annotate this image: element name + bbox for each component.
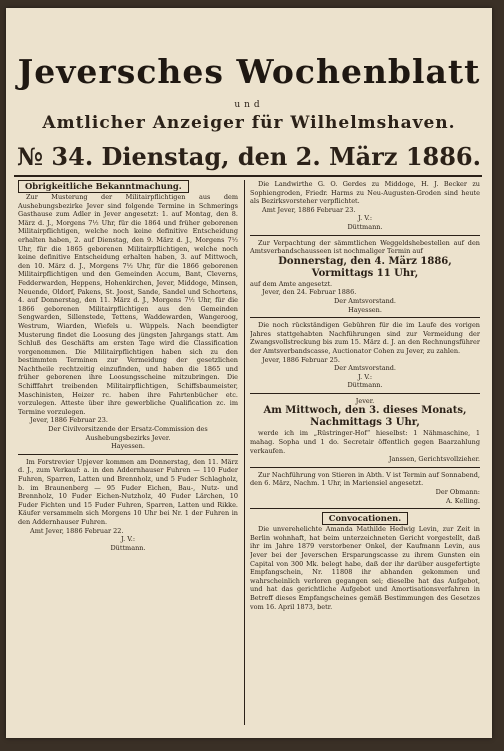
notice-time-highlight: Vormittags 11 Uhr, xyxy=(311,267,419,279)
notice-signature-title: Der Amtsvorstand. xyxy=(334,296,396,305)
masthead xyxy=(6,8,492,176)
notice-place: Jever. xyxy=(355,396,375,405)
newspaper-page xyxy=(6,8,492,738)
notice-date: Jever, den 24. Februar 1886. xyxy=(262,288,357,297)
notice-signature: Hayessen. xyxy=(111,442,145,451)
notice-body: Zur Verpachtung der sämmtlichen Weggeldshebestellen auf den Amtsverbandschausseen ist nochmaliger Termin auf xyxy=(250,238,480,256)
left-column xyxy=(18,180,238,728)
notice-signature: Janssen, Gerichtsvollzieher. xyxy=(388,455,480,464)
separator xyxy=(250,393,480,394)
notice-signature-title: J. V.: xyxy=(357,214,373,223)
notice-body: werde ich im „Rüstringer-Hof“ hieselbst: 1 Nähmaschine, 1 mahag. Sopha und 1 do. Secretair öffentlich gegen Baarzahlung verkaufen. xyxy=(250,429,480,455)
separator xyxy=(250,235,480,236)
notice-time-highlight: Nachmittags 3 Uhr, xyxy=(310,417,420,429)
separator xyxy=(18,454,238,455)
right-column xyxy=(250,180,480,728)
notice-signature-title: Der Obmann: xyxy=(435,488,480,497)
notice-body: Die noch rückständigen Gebühren für die im Laufe des vorigen Jahres stattgehabten Nachführungen sind zur Vermeidung der Zwangsvollstreckung bis zum 15. März d. J. an den Rechnungsführer der Amtsverbandscasse, Auctionator Cohen zu Jever, zu zahlen. xyxy=(250,321,480,355)
notice-signature-title: J. V.: xyxy=(120,535,136,544)
notice-heading: Convocationen. xyxy=(322,512,408,525)
notice-body: Im Forstrevier Upjever kommen am Donnerstag, den 11. März d. J., zum Verkauf: a. in den Addernhauser Fuhren — 110 Fuder Fuhren, Sparren, Latten und Brennholz, und 5 Fuder Schlagholz, b. im Braunenberg — 95 Fuder Eichen, Bau-, Nutz- und Brennholz, 10 Fuder Eichen-Nutzholz, 40 Fuder Lärchen, 10 Fuder Fichten und 15 Fuder Fuhren, Sparren, Latten und Rikke. Käufer versammeln sich Morgens 10 Uhr bei Nr. 1 der Fuhren in den Addernhauser Fuhren. xyxy=(18,457,238,526)
notice-date-highlight: Am Mittwoch, den 3. dieses Monats, xyxy=(263,405,467,417)
notice-signature: A. Kelling. xyxy=(445,496,480,505)
issue-line: № 34. Dienstag, den 2. März 1886. xyxy=(16,142,481,171)
fees-notice xyxy=(250,321,480,390)
bull-notice xyxy=(250,471,480,505)
notice-signature: Düttmann. xyxy=(110,543,146,552)
masthead-und: und xyxy=(234,100,264,110)
notice-signature-title: Der Civilvorsitzende der Ersatz-Commission des Aushebungsbezirks Jever. xyxy=(48,425,208,442)
notice-date: Jever, 1886 Februar 25. xyxy=(262,355,340,364)
separator xyxy=(250,317,480,318)
column-divider xyxy=(244,180,245,725)
newspaper-title: Jeversches Wochenblatt xyxy=(17,52,481,91)
notice-body: Zur Musterung der Militairpflichtigen aus dem Aushebungsbezirke Jever sind folgende Termine in Schmerings Gasthause zum Adler in Jever angesetzt: 1. auf Montag, den 8. März d. J., Morgens 7½ Uhr, für die 1864 und früher geborenen Militairpflichtigen, welche noch keine definitive Entscheidung erhalten haben, 2. auf Dienstag, den 9. März d. J., Morgens 7½ Uhr, für die 1865 geborenen Militairpflichtigen, welche noch keine definitive Entscheidung erhalten haben, 3. auf Mittwoch, den 10. März d. J., Morgens 7½ Uhr, für die 1866 geborenen Militairpflichtigen und den Gemeinden Accum, Bant, Cleverns, Fedderwarden, Heppens, Hohenkirchen, Jever, Middoge, Minsen, Neuende, Oldorf, Pakens, St. Joost, Sande, Sandel und Schortens, 4. auf Donnerstag, den 11. März d. J., Morgens 7½ Uhr, für die 1866 geborenen Militairpflichtigen aus den Gemeinden Sengwarden, Sillenstede, Tettens, Waddewarden, Wangeroog, Westrum, Wiarden, Wiefels u. Wüppels. Nach beendigter Musterung findet die Loosung des jüngsten Jahrgangs statt. Am Schluß des Geschäfts am ersten Tage wird die Classification vorgenommen. Die Militairpflichtigen haben sich zu den bestimmten Terminen zur Vermeidung der gesetzlichen Nachtheile rechtzeitig einzufinden, und haben die 1865 und früher geborenen ihre Loosungsscheine mitzubringen. Die Schifffahrt treibenden Militairpflichtigen, Schiffsbaumeister, Maschinisten, Heizer rc. haben ihre Fahrtenbücher etc. vorzulegen. Atteste über ihre gewerbliche Qualification zc. im Termine vorzulegen. xyxy=(18,193,238,416)
notice-date: Amt Jever, 1886 Februar 22. xyxy=(30,526,124,535)
separator xyxy=(250,467,480,468)
notice-date: Amt Jever, 1886 Februar 23. xyxy=(262,205,356,214)
notice-signature: Hayessen. xyxy=(348,305,382,314)
notice-body: Die Landwirthe G. O. Gerdes zu Middoge, H. J. Becker zu Sophiengroden, Friedr. Harms zu Neu-Augusten-Groden sind heute als Bezirksvorsteher verpflichtet. xyxy=(250,180,480,206)
notice-body-tail: auf dem Amte angesetzt. xyxy=(250,279,333,288)
forestry-sale-notice xyxy=(18,458,238,553)
notice-date-highlight: Donnerstag, den 4. März 1886, xyxy=(278,255,452,267)
notice-signature: Düttmann. xyxy=(347,381,383,390)
district-officials-notice xyxy=(250,180,480,232)
newspaper-subtitle: Amtlicher Anzeiger für Wilhelmshaven. xyxy=(42,113,456,133)
notice-date: Jever, 1886 Februar 23. xyxy=(30,416,108,425)
toll-lease-notice xyxy=(250,239,480,315)
separator xyxy=(250,508,480,509)
notice-signature: Düttmann. xyxy=(347,222,383,231)
convocation-notice xyxy=(250,512,480,611)
notice-body: Die unverehelichte Amanda Mathilde Hedwig Levin, zur Zeit in Berlin wohnhaft, hat beim unterzeichneten Gericht vorgestellt, daß ihr im Jahre 1879 verstorbener Onkel, der Kaufmann Levin, aus Jever bei der Jeverschen Ersparungscasse zu ihrem Gunsten ein Capital von 300 Mk. belegt habe, daß der ihr darüber ausgefertigte Empfangschein, Nr. 11808 ihr abhanden gekommen und wahrscheinlich verloren gegangen sei; dieselbe hat das Aufgebot, und hat das gerichtliche Aufgebot und Amortisationsverfahren in Betreff dieses Empfangscheines gemäß Bestimmungen des Gesetzes vom 16. April 1873, betr. xyxy=(250,525,480,611)
masthead-rule xyxy=(14,175,482,177)
official-notice xyxy=(18,180,238,451)
notice-signature-office: Der Amtsvorstand. xyxy=(334,364,396,373)
auction-notice xyxy=(250,397,480,464)
notice-signature-title: J. V.: xyxy=(357,372,373,381)
notice-body: Zur Nachführung von Stieren in Abth. V ist Termin auf Sonnabend, den 6. März, Nachm. 1 Uhr, in Mariensiel angesetzt. xyxy=(250,470,480,488)
notice-heading: Obrigkeitliche Bekanntmachung. xyxy=(18,180,189,193)
